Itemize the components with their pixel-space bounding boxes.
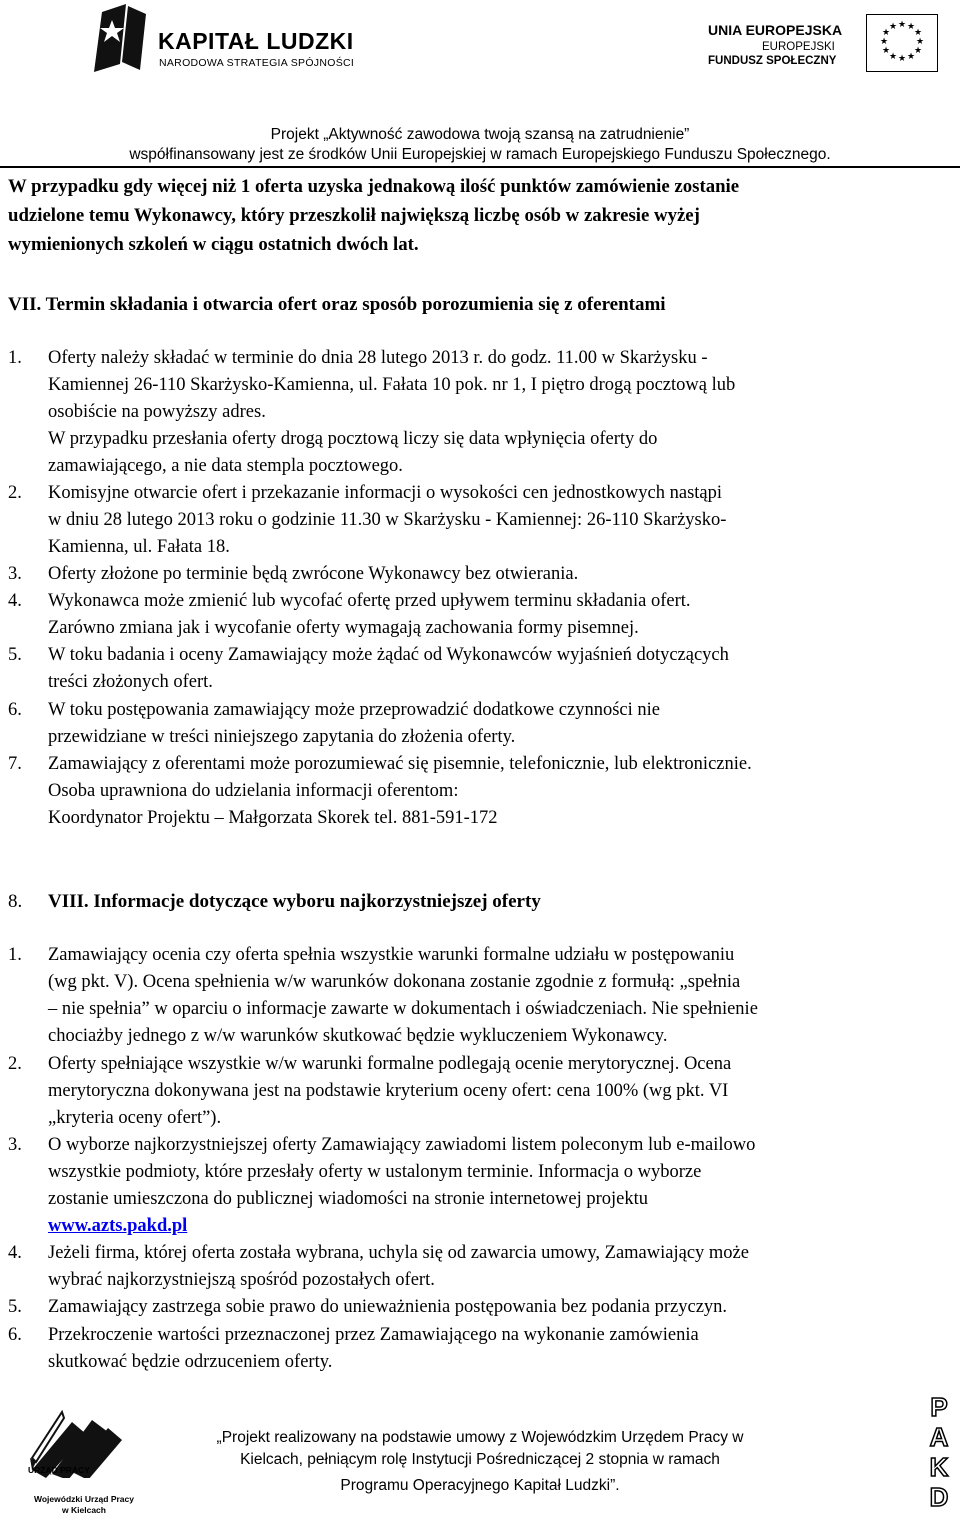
list-number: 1. xyxy=(8,348,22,368)
list-item-line: w dniu 28 lutego 2013 roku o godzinie 11.30 w Skarżysku - Kamiennej: 26-110 Skarżysko- xyxy=(48,510,727,530)
list-number: 2. xyxy=(8,483,22,503)
eu-logo xyxy=(704,14,939,74)
project-website-link[interactable] xyxy=(48,1216,187,1237)
pakd-logo xyxy=(926,1392,956,1514)
svg-text:★: ★ xyxy=(897,54,907,64)
svg-text:★: ★ xyxy=(906,52,916,62)
list-number: 6. xyxy=(8,700,22,720)
list-item-line: Komisyjne otwarcie ofert i przekazanie informacji o wysokości cen jednostkowych nastąpi xyxy=(48,483,723,503)
svg-text:★: ★ xyxy=(888,52,898,62)
urzad-pracy-label: URZĄD PRACY xyxy=(28,1465,90,1475)
list-item-line: wszystkie podmioty, które przesłały oferty w ustalonym terminie. Informacja o wyborze xyxy=(48,1162,702,1182)
header-divider xyxy=(0,166,960,168)
svg-text:★: ★ xyxy=(897,20,907,30)
list-item-line: O wyborze najkorzystniejszej oferty Zamawiający zawiadomi listem poleconym lub e-mailowo xyxy=(48,1135,756,1155)
list-item-line: Kamiennej 26-110 Skarżysko-Kamienna, ul. Fałata 10 pok. nr 1, I piętro drogą pocztową lub xyxy=(48,375,736,395)
intro-line: W przypadku gdy więcej niż 1 oferta uzyska jednakową ilość punktów zamówienie zostanie xyxy=(8,176,740,197)
svg-text:★: ★ xyxy=(913,46,923,56)
footer-line: „Projekt realizowany na podstawie umowy z Wojewódzkim Urzędem Pracy w xyxy=(216,1429,744,1446)
list-number: 4. xyxy=(8,1243,22,1263)
kapital-ludzki-title: KAPITAŁ LUDZKI xyxy=(158,28,354,54)
eu-logo-line3: FUNDUSZ SPOŁECZNY xyxy=(708,55,837,67)
list-item-line: Zamawiający zastrzega sobie prawo do unieważnienia postępowania bez podania przyczyn. xyxy=(48,1297,728,1317)
project-title: Projekt „Aktywność zawodowa twoją szansą na zatrudnienie” xyxy=(270,126,690,143)
eu-logo-line1: UNIA EUROPEJSKA xyxy=(708,22,843,38)
svg-text:★: ★ xyxy=(888,22,898,32)
svg-text:★: ★ xyxy=(881,28,891,38)
list-item-line: zostanie umieszczona do publicznej wiadomości na stronie internetowej projektu xyxy=(48,1189,649,1209)
list-item-line: zamawiającego, a nie data stempla pocztowego. xyxy=(48,456,403,476)
kapital-ludzki-emblem-icon xyxy=(88,2,152,74)
list-number: 6. xyxy=(8,1325,22,1345)
list-item-line: wybrać najkorzystniejszą spośród pozostałych ofert. xyxy=(48,1270,435,1290)
list-item-line: Zamawiający ocenia czy oferta spełnia wszystkie warunki formalne udziału w postępowaniu xyxy=(48,945,735,965)
list-item-line: chociażby jednego z w/w warunków skutkować będzie wykluczeniem Wykonawcy. xyxy=(48,1026,668,1046)
list-item-line: Oferty spełniające wszystkie w/w warunki formalne podlegają ocenie merytorycznej. Ocena xyxy=(48,1054,732,1074)
list-item-line: W przypadku przesłania oferty drogą pocztową liczy się data wpłynięcia oferty do xyxy=(48,429,658,449)
list-number: 2. xyxy=(8,1054,22,1074)
list-item-line: „kryteria oceny ofert”). xyxy=(48,1108,222,1128)
list-item-line: Zarówno zmiana jak i wycofanie oferty wymagają zachowania formy pisemnej. xyxy=(48,618,639,638)
intro-line: udzielone temu Wykonawcy, który przeszkolił największą liczbę osób w zakresie wyżej xyxy=(8,205,700,226)
section-8-heading: VIII. Informacje dotyczące wyboru najkorzystniejszej oferty xyxy=(48,891,541,912)
project-funding-note: współfinansowany jest ze środków Unii Europejskiej w ramach Europejskiego Funduszu Społecznego. xyxy=(129,146,831,163)
list-number: 4. xyxy=(8,591,22,611)
pakd-logo-letters: PAKD xyxy=(929,1392,949,1512)
wup-city: w Kielcach xyxy=(62,1505,106,1515)
list-item-line: Kamienna, ul. Fałata 18. xyxy=(48,537,230,557)
footer-line: Kielcach, pełniącym rolę Instytucji Pośredniczącej 2 stopnia w ramach xyxy=(240,1451,720,1468)
intro-line: wymienionych szkoleń w ciągu ostatnich dwóch lat. xyxy=(8,234,419,255)
eu-logo-line2: EUROPEJSKI xyxy=(762,41,835,53)
section-7-heading: VII. Termin składania i otwarcia ofert oraz sposób porozumienia się z oferentami xyxy=(8,294,666,315)
list-number: 7. xyxy=(8,754,22,774)
eu-flag-icon xyxy=(866,14,938,72)
list-item-line: treści złożonych ofert. xyxy=(48,672,213,692)
list-item-line: W toku badania i oceny Zamawiający może żądać od Wykonawców wyjaśnień dotyczących xyxy=(48,645,729,665)
list-item-line: skutkować będzie odrzuceniem oferty. xyxy=(48,1352,333,1372)
svg-text:★: ★ xyxy=(915,37,925,47)
list-number: 1. xyxy=(8,945,22,965)
svg-text:★: ★ xyxy=(906,22,916,32)
list-item-line: Zamawiający z oferentami może porozumiewać się pisemnie, telefonicznie, lub elektronicznie. xyxy=(48,754,752,774)
section-8-number: 8. xyxy=(8,891,23,912)
kapital-ludzki-subtitle: NARODOWA STRATEGIA SPÓJNOŚCI xyxy=(159,57,355,69)
svg-text:★: ★ xyxy=(881,46,891,56)
contact-line: Koordynator Projektu – Małgorzata Skorek tel. 881-591-172 xyxy=(48,808,498,828)
list-number: 3. xyxy=(8,1135,22,1155)
intro-paragraph xyxy=(8,172,953,259)
list-item-line: Oferty złożone po terminie będą zwrócone Wykonawcy bez otwierania. xyxy=(48,564,579,584)
footer-line: Programu Operacyjnego Kapitał Ludzki”. xyxy=(340,1477,620,1494)
list-item-line: Wykonawca może zmienić lub wycofać ofertę przed upływem terminu składania ofert. xyxy=(48,591,691,611)
svg-text:★: ★ xyxy=(879,37,889,47)
kapital-ludzki-logo xyxy=(88,2,358,76)
list-item-line: Osoba uprawniona do udzielania informacji oferentom: xyxy=(48,781,459,801)
list-number: 3. xyxy=(8,564,22,584)
list-item-line: Przekroczenie wartości przeznaczonej przez Zamawiającego na wykonanie zamówienia xyxy=(48,1325,699,1345)
list-number: 5. xyxy=(8,645,22,665)
list-item-line: osobiście na powyższy adres. xyxy=(48,402,266,422)
wup-name: Wojewódzki Urząd Pracy xyxy=(34,1494,134,1504)
svg-text:★: ★ xyxy=(913,28,923,38)
list-item-line: – nie spełnia” w oparciu o informacje zawarte w dokumentach i oświadczeniach. Nie spełnienie xyxy=(48,999,758,1019)
list-number: 5. xyxy=(8,1297,22,1317)
footer-note xyxy=(0,1427,960,1497)
list-item-line: (wg pkt. V). Ocena spełnienia w/w warunków dokonana zostanie zgodnie z formułą: „spełnia xyxy=(48,972,741,992)
project-website-link-text[interactable]: www.azts.pakd.pl xyxy=(48,1216,188,1236)
list-item-line: Jeżeli firma, której oferta została wybrana, uchyla się od zawarcia umowy, Zamawiający może xyxy=(48,1243,749,1263)
list-item-line: W toku postępowania zamawiający może przeprowadzić dodatkowe czynności nie xyxy=(48,700,660,720)
list-item-line: Oferty należy składać w terminie do dnia 28 lutego 2013 r. do godz. 11.00 w Skarżysku - xyxy=(48,348,708,368)
list-item-line: merytoryczna dokonywana jest na podstawie kryterium oceny ofert: cena 100% (wg pkt. VI xyxy=(48,1081,729,1101)
list-item-line: przewidziane w treści niniejszego zapytania do złożenia oferty. xyxy=(48,727,516,747)
